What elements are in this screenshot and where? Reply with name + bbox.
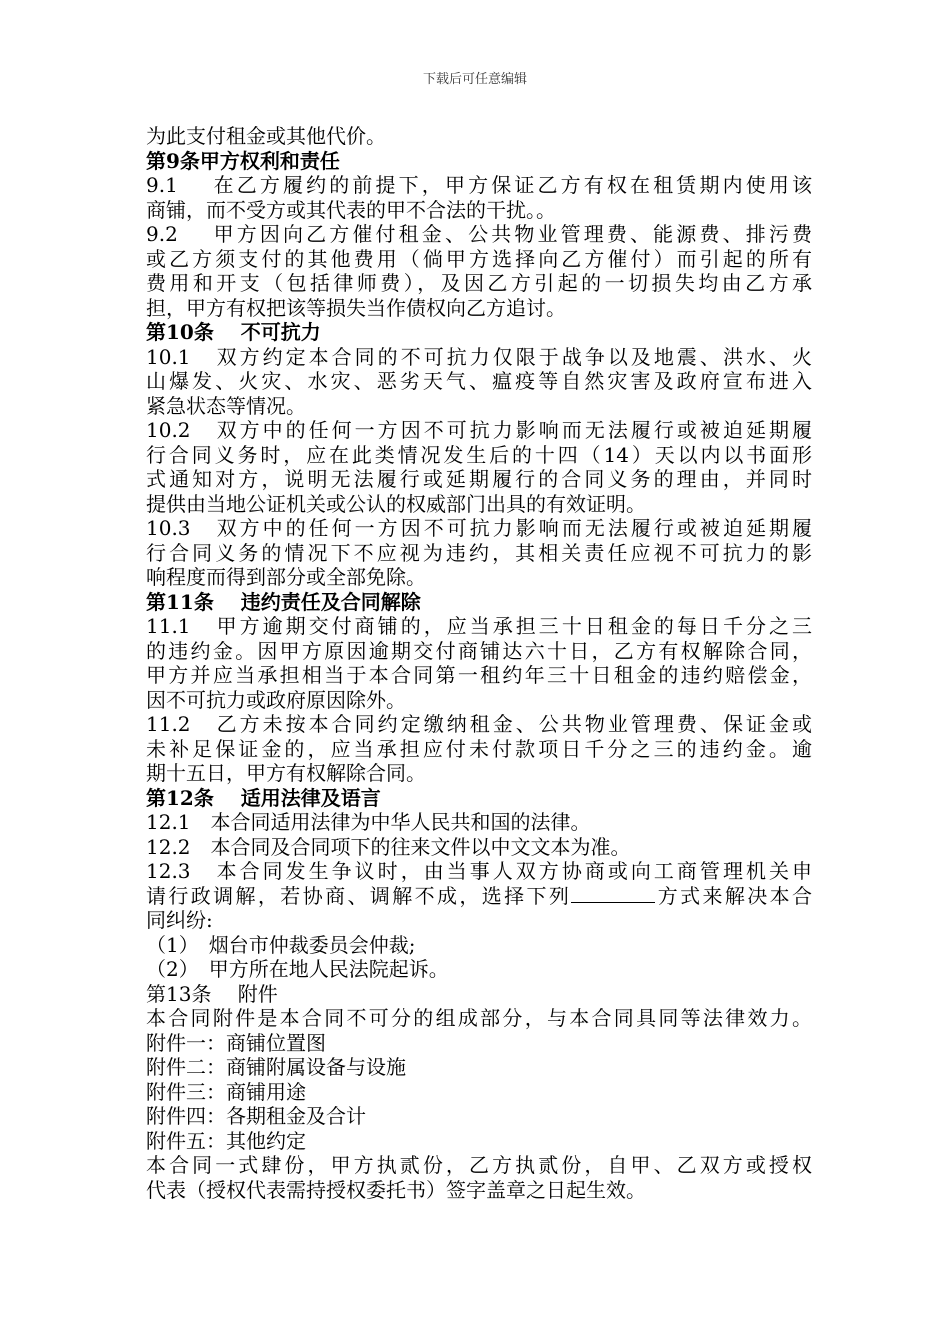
section-heading: 第12条 适用法律及语言	[146, 785, 381, 810]
document-body	[146, 124, 812, 1202]
text-line: 紧急状态等情况。	[146, 393, 306, 418]
text-line: 附件二：商铺附属设备与设施	[146, 1055, 406, 1079]
section-heading: 第10条 不可抗力	[146, 320, 321, 344]
text-line: 期十五日，甲方有权解除合同。	[146, 761, 426, 785]
text-line: 附件一：商铺位置图	[146, 1030, 326, 1055]
text-line: 为此支付租金或其他代价。	[146, 124, 386, 148]
text-line	[146, 884, 812, 909]
text-line: 12.3 本合同发生争议时，由当事人双方协商或向工商管理机关申	[146, 859, 812, 883]
fill-in-blank	[571, 884, 655, 903]
text-line: 式通知对方，说明无法履行或延期履行的合同义务的理由，并同时	[146, 467, 812, 491]
text-line: 9.2 甲方因向乙方催付租金、公共物业管理费、能源费、排污费	[146, 222, 812, 246]
text-line: 的违约金。因甲方原因逾期交付商铺达六十日，乙方有权解除合同，	[146, 638, 812, 663]
section-heading: 第11条 违约责任及合同解除	[146, 589, 421, 614]
text-line: 山爆发、火灾、水灾、恶劣天气、瘟疫等自然灾害及政府宣布进入	[146, 369, 812, 393]
text-line: 代表（授权代表需持授权委托书）签字盖章之日起生效。	[146, 1177, 646, 1202]
text-line: 行合同义务时，应在此类情况发生后的十四（14）天以内以书面形	[146, 442, 812, 467]
page-header: 下载后可任意编辑	[422, 72, 527, 87]
text-line: 提供由当地公证机关或公认的权威部门出具的有效证明。	[146, 491, 646, 516]
text-line: 响程度而得到部分或全部免除。	[146, 565, 426, 589]
text-line: 10.3 双方中的任何一方因不可抗力影响而无法履行或被迫延期履	[146, 516, 812, 540]
text-line: 担，甲方有权把该等损失当作债权向乙方追讨。	[146, 295, 566, 320]
text-line: 商铺，而不受方或其代表的甲不合法的干扰。。	[146, 197, 556, 222]
text-segment: 请行政调解，若协商、调解不成，选择下列	[146, 883, 572, 908]
text-segment: 方式来解决本合	[655, 883, 812, 908]
text-line: 附件三：商铺用途	[146, 1079, 306, 1104]
text-line: 10.1 双方约定本合同的不可抗力仅限于战争以及地震、洪水、火	[146, 344, 812, 369]
text-line: 行合同义务的情况下不应视为违约，其相关责任应视不可抗力的影	[146, 540, 812, 565]
text-line: 12.1 本合同适用法律为中华人民共和国的法律。	[146, 810, 591, 834]
text-line: 10.2 双方中的任何一方因不可抗力影响而无法履行或被迫延期履	[146, 418, 812, 442]
text-line: 附件五：其他约定	[146, 1128, 306, 1153]
text-line: 未补足保证金的，应当承担应付未付款项日千分之三的违约金。逾	[146, 736, 812, 761]
text-line: 因不可抗力或政府原因除外。	[146, 687, 406, 712]
section-heading: 第9条甲方权利和责任	[146, 148, 340, 173]
text-line: 本合同附件是本合同不可分的组成部分，与本合同具同等法律效力。	[146, 1006, 812, 1030]
text-line: 11.2 乙方未按本合同约定缴纳租金、公共物业管理费、保证金或	[146, 712, 812, 736]
text-line: 甲方并应当承担相当于本合同第一租约年三十日租金的违约赔偿金，	[146, 663, 812, 687]
text-line: 12.2 本合同及合同项下的往来文件以中文文本为准。	[146, 834, 631, 859]
text-line: 第13条 附件	[146, 981, 278, 1006]
text-line: （1） 烟台市仲裁委员会仲裁;	[146, 932, 416, 957]
text-line: 同纠纷:	[146, 908, 213, 932]
text-line: 本合同一式肆份，甲方执贰份，乙方执贰份，自甲、乙双方或授权	[146, 1153, 812, 1177]
text-line: 费用和开支（包括律师费），及因乙方引起的一切损失均由乙方承	[146, 271, 812, 295]
text-line: 9.1 在乙方履约的前提下，甲方保证乙方有权在租赁期内使用该	[146, 173, 812, 197]
text-line: 或乙方须支付的其他费用（倘甲方选择向乙方催付）而引起的所有	[146, 246, 812, 271]
text-line: 11.1 甲方逾期交付商铺的，应当承担三十日租金的每日千分之三	[146, 614, 812, 638]
text-line: 附件四：各期租金及合计	[146, 1104, 366, 1128]
text-line: （2） 甲方所在地人民法院起诉。	[146, 957, 449, 981]
